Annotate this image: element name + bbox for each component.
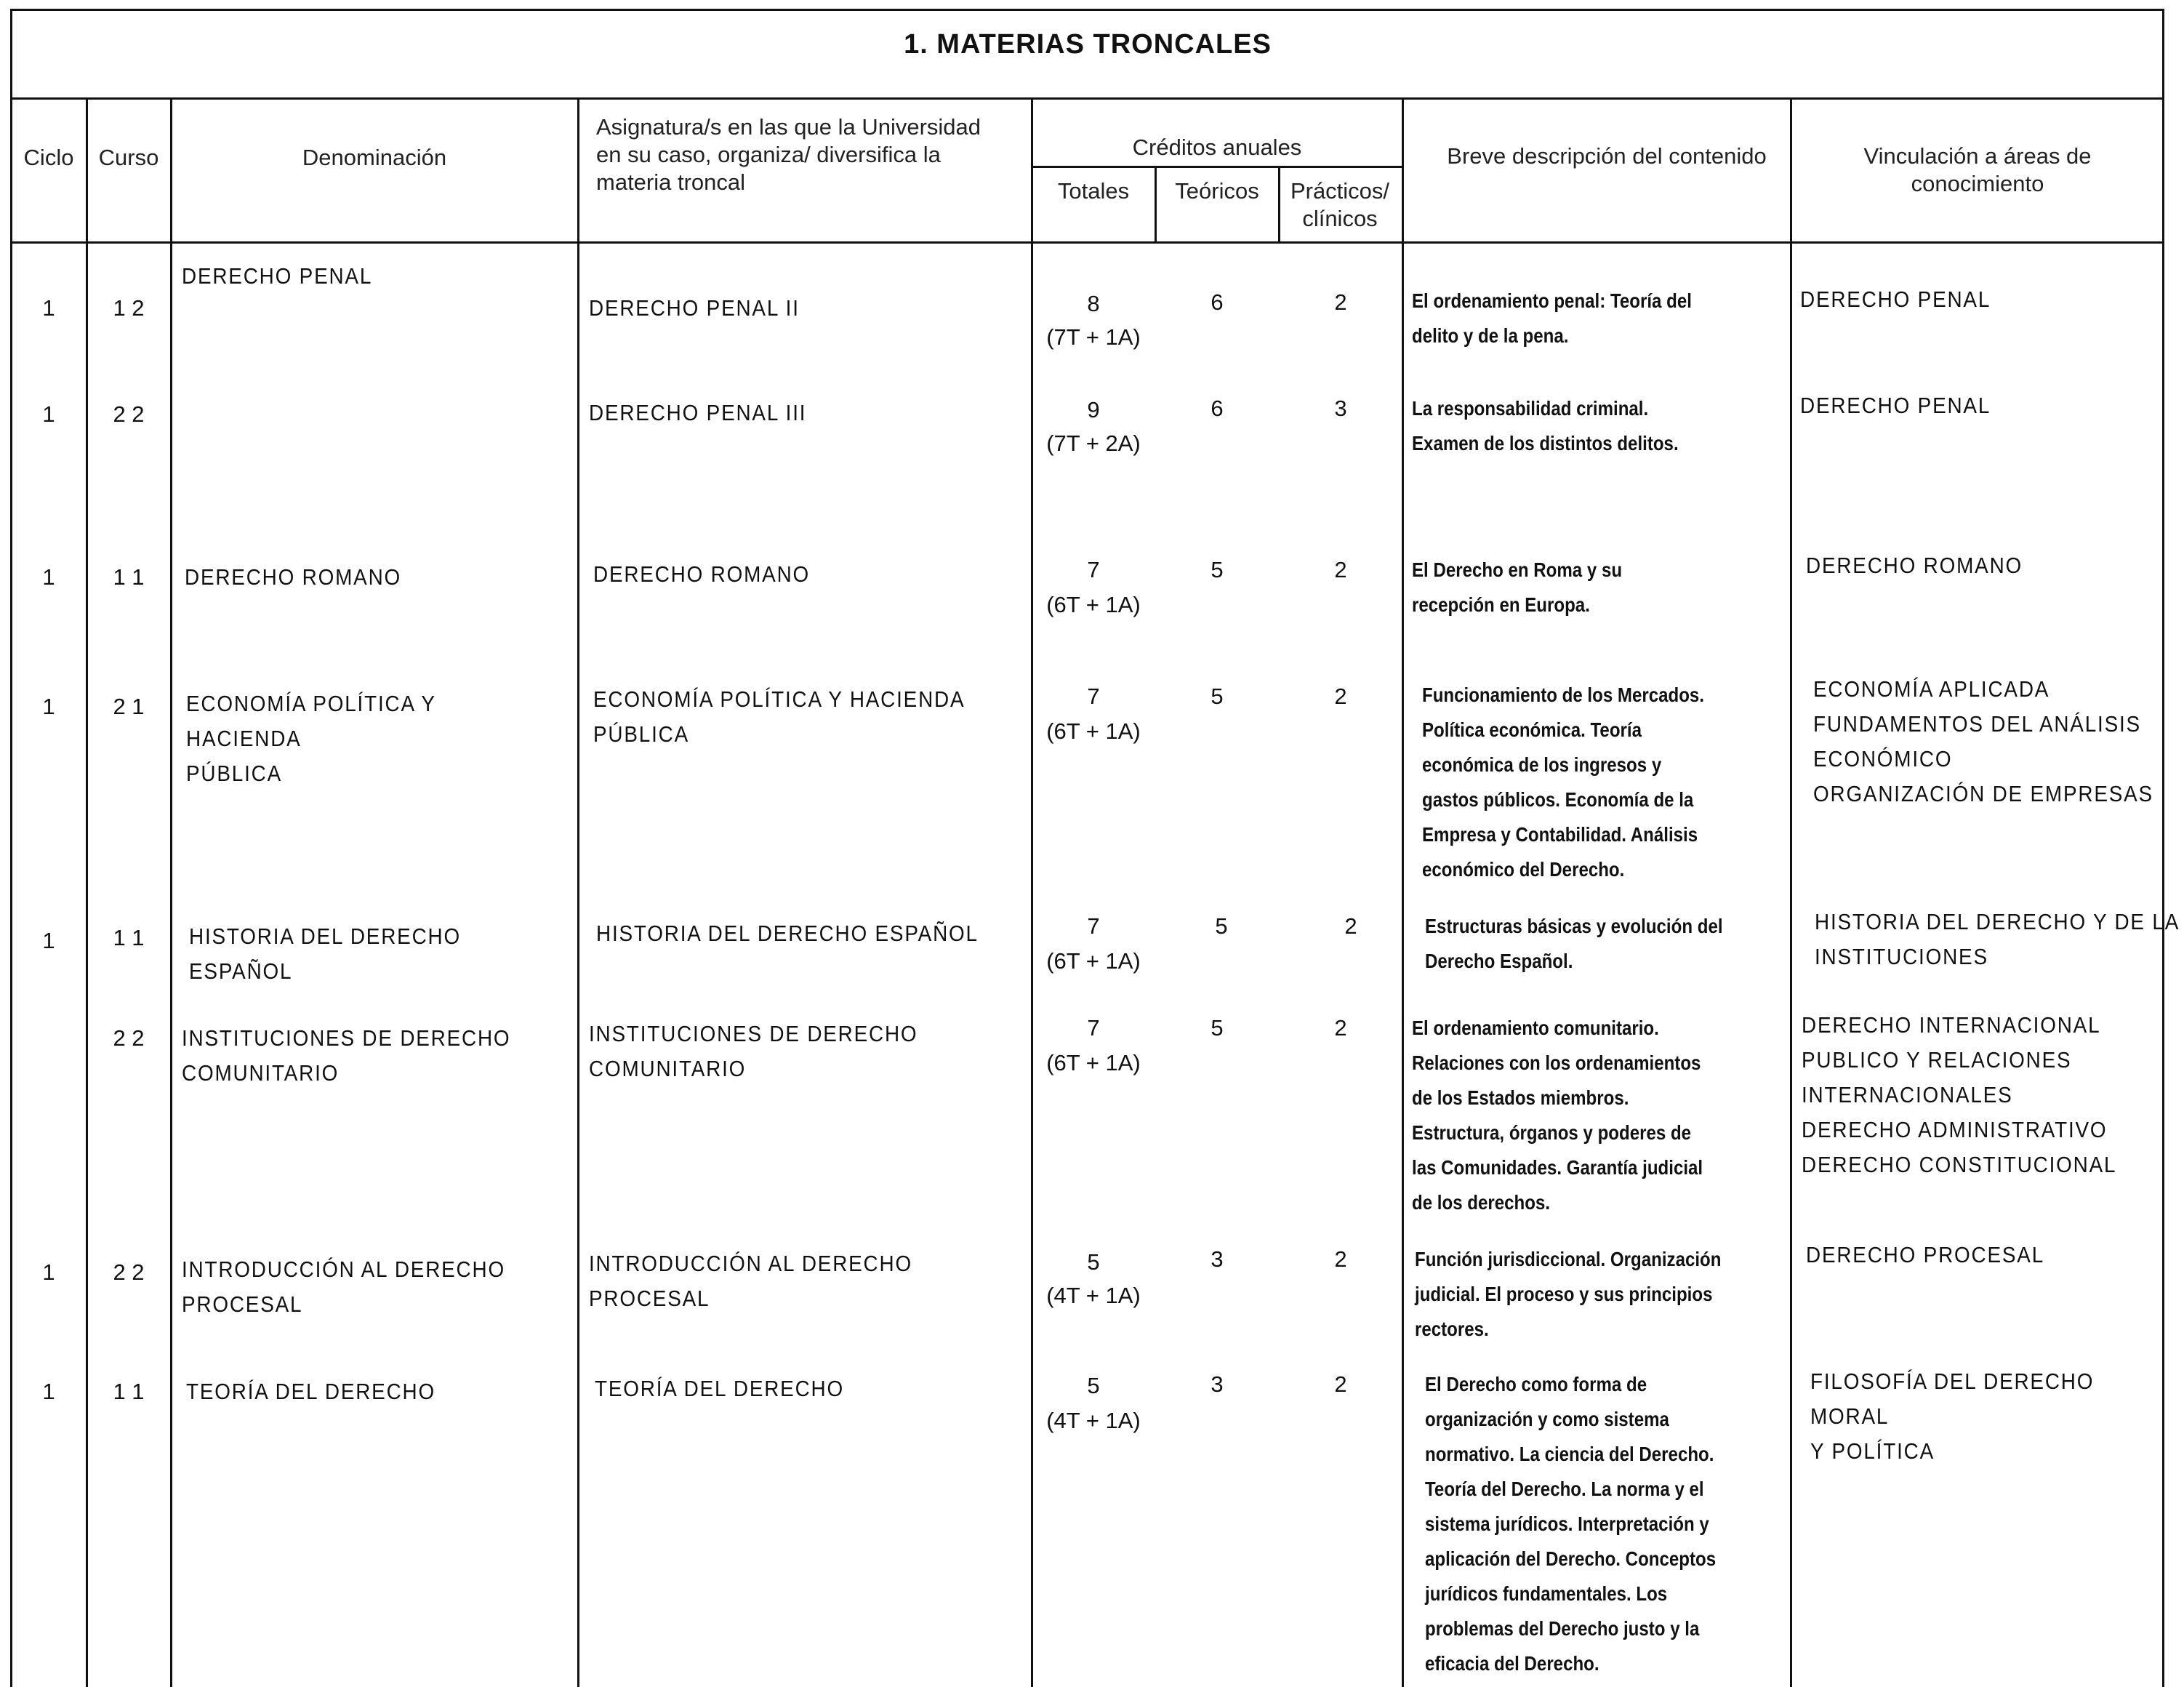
denominacion-cell: DERECHO PENAL: [182, 263, 373, 289]
denominacion-cell: INSTITUCIONES DE DERECHO COMUNITARIO: [182, 1025, 511, 1086]
curso-cell: 2 2: [113, 1025, 145, 1051]
vinculacion-cell: DERECHO PROCESAL: [1806, 1242, 2045, 1267]
asignatura-cell: DERECHO ROMANO: [593, 561, 811, 587]
column-divider-7: [1402, 97, 1404, 1687]
practicos-cell: 2: [1334, 684, 1347, 709]
curso-cell: 1 1: [113, 1379, 145, 1404]
header-curso: Curso: [98, 145, 159, 170]
curso-cell: 2 2: [113, 1259, 145, 1285]
asignatura-cell: ECONOMÍA POLÍTICA Y HACIENDA PÚBLICA: [593, 686, 965, 747]
vinculacion-cell: HISTORIA DEL DERECHO Y DE LA INSTITUCIONES: [1815, 909, 2180, 969]
curso-cell: 1 2: [113, 295, 145, 321]
column-divider-3: [577, 97, 579, 1687]
descripcion-cell: El Derecho en Roma y su recepción en Europa.: [1412, 558, 1623, 616]
totales-cell: 7: [1087, 913, 1100, 939]
totales-detalle-cell: (6T + 1A): [1046, 1050, 1141, 1075]
vinculacion-cell: DERECHO PENAL: [1800, 286, 1991, 312]
denominacion-cell: TEORÍA DEL DERECHO: [186, 1379, 435, 1404]
ciclo-cell: 1: [42, 564, 55, 590]
denominacion-cell: DERECHO ROMANO: [185, 564, 402, 590]
curso-cell: 2 2: [113, 401, 145, 427]
column-divider-6: [1278, 167, 1280, 241]
descripcion-cell: La responsabilidad criminal. Examen de los distintos delitos.: [1412, 397, 1679, 454]
totales-detalle-cell: (6T + 1A): [1046, 718, 1141, 744]
practicos-cell: 2: [1334, 289, 1347, 315]
totales-cell: 8: [1087, 291, 1100, 316]
teoricos-cell: 3: [1211, 1246, 1224, 1272]
header-descripcion: Breve descripción del contenido: [1447, 143, 1767, 169]
ciclo-cell: 1: [42, 295, 55, 321]
header-denominacion: Denominación: [302, 145, 447, 170]
teoricos-cell: 5: [1211, 684, 1224, 709]
totales-cell: 7: [1087, 557, 1100, 582]
title-divider: [10, 97, 2164, 100]
totales-detalle-cell: (6T + 1A): [1046, 592, 1141, 617]
table-top-border: [10, 9, 2164, 11]
practicos-cell: 2: [1334, 1371, 1347, 1397]
practicos-cell: 2: [1334, 1246, 1347, 1272]
totales-detalle-cell: (7T + 2A): [1046, 430, 1141, 456]
header-asignatura: Asignatura/s en las que la Universidad en su caso, organiza/ diversifica la materia troncal: [596, 114, 981, 195]
ciclo-cell: 1: [42, 401, 55, 427]
teoricos-cell: 6: [1211, 396, 1224, 421]
teoricos-cell: 5: [1211, 557, 1224, 582]
practicos-cell: 2: [1344, 913, 1357, 939]
curso-cell: 2 1: [113, 694, 145, 719]
header-creditos: Créditos anuales: [1132, 135, 1302, 160]
creditos-subheader-divider: [1031, 166, 1402, 168]
denominacion-cell: HISTORIA DEL DERECHO ESPAÑOL: [189, 923, 461, 984]
ciclo-cell: 1: [42, 928, 55, 953]
asignatura-cell: INTRODUCCIÓN AL DERECHO PROCESAL: [589, 1251, 912, 1311]
ciclo-cell: 1: [42, 1259, 55, 1285]
asignatura-cell: TEORÍA DEL DERECHO: [595, 1376, 844, 1401]
totales-cell: 7: [1087, 684, 1100, 709]
teoricos-cell: 5: [1215, 913, 1228, 939]
header-ciclo: Ciclo: [23, 145, 74, 170]
header-practicos: Prácticos/ clínicos: [1290, 178, 1390, 231]
totales-cell: 5: [1087, 1249, 1100, 1275]
practicos-cell: 2: [1334, 557, 1347, 582]
teoricos-cell: 5: [1211, 1015, 1224, 1041]
table-title: 1. MATERIAS TRONCALES: [904, 29, 1272, 60]
asignatura-cell: DERECHO PENAL III: [589, 400, 807, 425]
table-left-border: [10, 9, 12, 1687]
asignatura-cell: INSTITUCIONES DE DERECHO COMUNITARIO: [589, 1021, 918, 1081]
header-totales: Totales: [1057, 178, 1130, 204]
practicos-cell: 2: [1334, 1015, 1347, 1041]
column-divider-1: [86, 97, 88, 1687]
totales-detalle-cell: (6T + 1A): [1046, 948, 1141, 974]
practicos-cell: 3: [1334, 396, 1347, 421]
descripcion-cell: El ordenamiento penal: Teoría del delito y de la pena.: [1412, 289, 1692, 347]
totales-cell: 7: [1087, 1015, 1100, 1041]
totales-detalle-cell: (4T + 1A): [1046, 1408, 1141, 1433]
totales-detalle-cell: (4T + 1A): [1046, 1283, 1141, 1308]
asignatura-cell: DERECHO PENAL II: [589, 295, 800, 321]
totales-detalle-cell: (7T + 1A): [1046, 324, 1141, 350]
header-teoricos: Teóricos: [1175, 178, 1259, 204]
descripcion-cell: Funcionamiento de los Mercados. Política económica. Teoría económica de los ingresos y gastos públicos. Economía de la Empresa y Contabilidad. Análisis económico del Derecho.: [1422, 684, 1705, 881]
descripcion-cell: El ordenamiento comunitario. Relaciones con los ordenamientos de los Estados miembros. Estructura, órganos y poderes de las Comunidades. Garantía judicial de los derechos.: [1412, 1017, 1703, 1214]
curso-cell: 1 1: [113, 925, 145, 950]
teoricos-cell: 3: [1211, 1371, 1224, 1397]
header-vinculacion: Vinculación a áreas de conocimiento: [1863, 143, 2092, 196]
vinculacion-cell: DERECHO INTERNACIONAL PUBLICO Y RELACIONES INTERNACIONALES DERECHO ADMINISTRATIVO DERECHO CONSTITUCIONAL: [1802, 1012, 2117, 1177]
vinculacion-cell: FILOSOFÍA DEL DERECHO MORAL Y POLÍTICA: [1810, 1369, 2095, 1464]
ciclo-cell: 1: [42, 1379, 55, 1404]
descripcion-cell: Función jurisdiccional. Organización judicial. El proceso y sus principios rectores.: [1415, 1248, 1722, 1340]
denominacion-cell: INTRODUCCIÓN AL DERECHO PROCESAL: [182, 1257, 505, 1317]
curso-cell: 1 1: [113, 564, 145, 590]
totales-cell: 9: [1087, 397, 1100, 422]
descripcion-cell: Estructuras básicas y evolución del Derecho Español.: [1425, 915, 1723, 972]
descripcion-cell: El Derecho como forma de organización y como sistema normativo. La ciencia del Derecho. Teoría del Derecho. La norma y el sistema jurídicos. Interpretación y aplicación del Derecho. Conceptos jurídicos fundamentales. Los problemas del Derecho justo y la eficacia del Derecho.: [1425, 1373, 1717, 1675]
totales-cell: 5: [1087, 1373, 1100, 1398]
vinculacion-cell: DERECHO PENAL: [1800, 393, 1991, 418]
vinculacion-cell: ECONOMÍA APLICADA FUNDAMENTOS DEL ANÁLISIS ECONÓMICO ORGANIZACIÓN DE EMPRESAS: [1813, 676, 2153, 806]
denominacion-cell: ECONOMÍA POLÍTICA Y HACIENDA PÚBLICA: [186, 691, 436, 786]
header-divider: [10, 241, 2164, 244]
asignatura-cell: HISTORIA DEL DERECHO ESPAÑOL: [596, 921, 979, 946]
vinculacion-cell: DERECHO ROMANO: [1806, 553, 2023, 578]
ciclo-cell: 1: [42, 694, 55, 719]
column-divider-2: [170, 97, 172, 1687]
teoricos-cell: 6: [1211, 289, 1224, 315]
